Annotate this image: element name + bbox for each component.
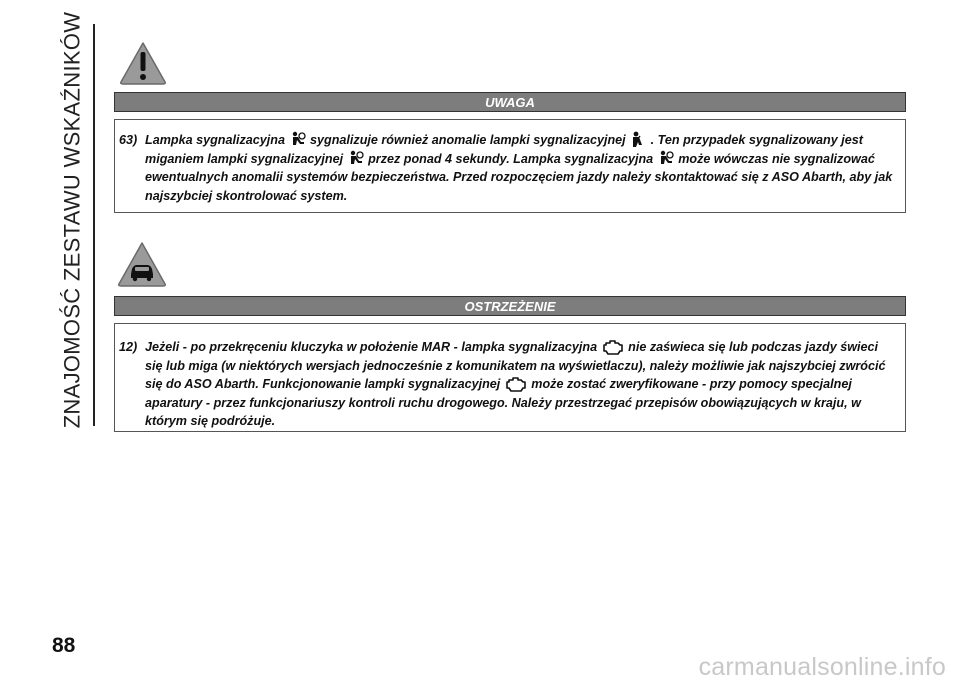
caution-banner bbox=[114, 296, 906, 316]
caution-note-number: 12) bbox=[119, 340, 138, 354]
section-title-text: ZNAJOMOŚĆ ZESTAWU WSKAŹNIKÓW bbox=[59, 11, 84, 429]
warning-text-3: . Ten przypadek sygnalizowany jest miganiem lampki sygnalizacyjnej bbox=[145, 133, 863, 166]
caution-text-3: może zostać zweryfikowane - przy pomocy specjalnej aparatury - przez funkcjonariuszy kontroli ruchu drogowego. Należy przestrzegać przepisów obowiązujących w kraju, w którym się podróżuje. bbox=[145, 377, 861, 428]
airbag-warning-icon bbox=[348, 150, 364, 167]
engine-check-icon bbox=[505, 377, 527, 392]
caution-text-1: Jeżeli - po przekręceniu kluczyka w położenie MAR - lampka sygnalizacyjna bbox=[145, 340, 598, 354]
caution-banner-label: OSTRZEŻENIE bbox=[464, 298, 556, 314]
warning-text-5: może wówczas nie sygnalizować ewentualnych anomalii systemów bezpieczeństwa. Przed rozpoczęciem jazdy należy skontaktować się z ASO Abarth, aby jak najszybciej skontrolować system. bbox=[145, 151, 893, 203]
warning-banner bbox=[114, 92, 906, 112]
airbag-warning-icon bbox=[290, 131, 306, 148]
warning-banner-label: UWAGA bbox=[485, 94, 535, 110]
warning-text-4: przez ponad 4 sekundy. Lampka sygnalizacyjna bbox=[368, 151, 654, 166]
warning-note-number: 63) bbox=[119, 133, 138, 147]
warning-note bbox=[114, 119, 906, 213]
caution-note bbox=[114, 323, 906, 432]
warning-text-2: sygnalizuje również anomalie lampki sygnalizacyjnej bbox=[310, 133, 626, 147]
section-divider bbox=[93, 24, 95, 426]
watermark: carmanualsonline.info bbox=[698, 653, 946, 681]
caution-text-2: nie zaświeca się lub podczas jazdy świeci się lub miga (w niektórych wersjach jednocześnie z komunikatem na wyświetlaczu), należy możliwie jak najszybciej zwrócić się do ASO Abarth. Funkcjonowanie lampki sygnalizacyjnej bbox=[145, 340, 886, 391]
warning-text-1: Lampka sygnalizacyjna bbox=[145, 133, 285, 147]
exclamation-triangle-icon bbox=[118, 40, 168, 86]
page-number: 88 bbox=[52, 634, 76, 657]
airbag-warning-icon bbox=[658, 150, 674, 167]
engine-check-icon bbox=[602, 340, 624, 355]
seatbelt-warning-icon bbox=[630, 131, 646, 148]
car-triangle-icon bbox=[116, 240, 168, 288]
section-title bbox=[52, 11, 92, 429]
